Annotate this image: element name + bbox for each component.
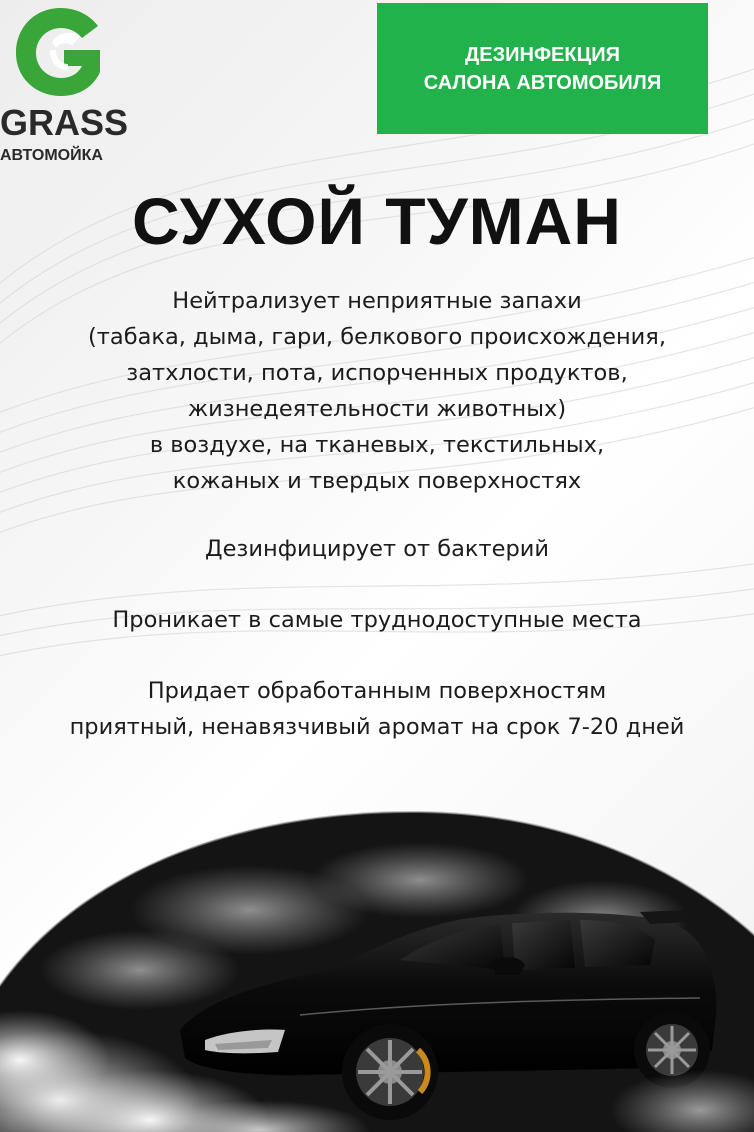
- badge-line-2: САЛОНА АВТОМОБИЛЯ: [423, 71, 662, 94]
- car-in-smoke-image: [0, 800, 754, 1132]
- description-paragraph-penetration: Проникает в самые труднодоступные места: [112, 607, 642, 633]
- badge-line-1: ДЕЗИНФЕКЦИЯ: [465, 43, 620, 66]
- grass-g-logo-icon: [12, 6, 110, 98]
- grass-logo: [0, 0, 140, 175]
- description-paragraph-bacteria: Дезинфицирует от бактерий: [205, 536, 549, 562]
- logo-subtitle: АВТОМОЙКА: [0, 147, 103, 164]
- page-title: СУХОЙ ТУМАН: [132, 184, 622, 258]
- service-badge: [377, 3, 708, 134]
- description-paragraph-aroma: Придает обработанным поверхностям приятный, ненавязчивый аромат на срок 7-20 дней: [69, 678, 685, 740]
- logo-brand-text: GRASS: [0, 102, 129, 143]
- description-paragraph-odors: Нейтрализует неприятные запахи (табака, дыма, гари, белкового происхождения, затхлости, пота, испорченных продуктов, жизнедеятельности животных) в воздухе, на тканевых, текстильных, кожаных и твердых поверхностях: [88, 288, 666, 494]
